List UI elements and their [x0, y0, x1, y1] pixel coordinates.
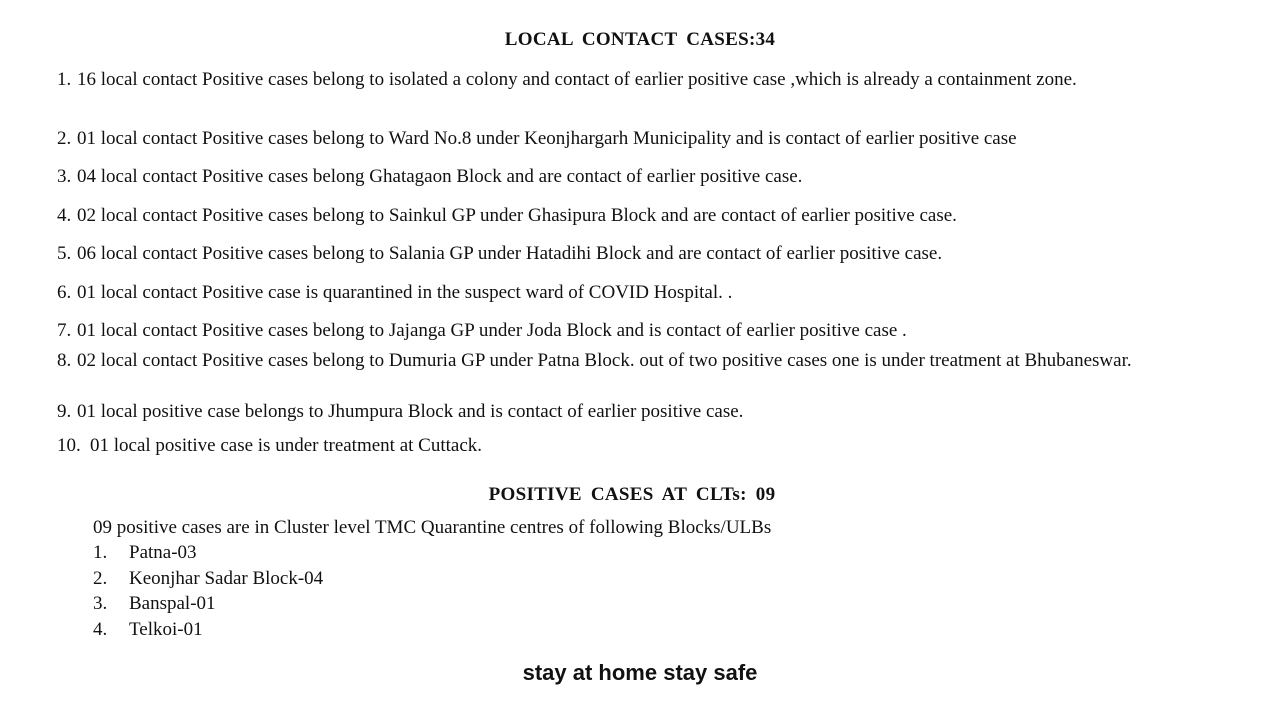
list-item-number: 7. [57, 320, 72, 341]
list-item-text: 06 local contact Positive cases belong to Salania GP under Hatadihi Block and are contact of earlier positive case. [77, 243, 943, 264]
list-item-text: Patna-03 [129, 542, 197, 563]
list-item-number: 2. [93, 568, 108, 589]
list-item-number: 5. [57, 243, 72, 264]
list-item [93, 566, 323, 591]
list-item-text: 01 local positive case is under treatment at Cuttack. [90, 435, 483, 456]
list-item-number: 6. [57, 282, 72, 303]
list-item-number: 3. [57, 166, 72, 187]
list-item-text: 01 local contact Positive case is quarantined in the suspect ward of COVID Hospital. . [77, 282, 733, 303]
list-item-text: 01 local contact Positive cases belong to Jajanga GP under Joda Block and is contact of earlier positive case . [77, 320, 907, 341]
list-item-text: 01 local contact Positive cases belong to Ward No.8 under Keonjhargarh Municipality and is contact of earlier positive case [77, 128, 1017, 149]
footer-slogan: stay at home stay safe [522, 660, 758, 685]
list-item-number: 8. [57, 350, 72, 371]
list-item-text: 02 local contact Positive cases belong to Dumuria GP under Patna Block. out of two positive cases one is under treatment at Bhubaneswar. [77, 350, 1132, 371]
list-item [57, 241, 1237, 266]
list-item [93, 540, 197, 565]
list-item-number: 3. [93, 593, 108, 614]
list-item-number: 10. [57, 435, 81, 456]
list-item [93, 591, 216, 616]
list-item-number: 9. [57, 401, 72, 422]
list-item-number: 1. [57, 69, 72, 90]
local-contact-heading: LOCAL CONTACT CASES:34 [504, 29, 776, 50]
list-item [57, 433, 1237, 458]
list-item [57, 164, 1237, 189]
list-item-number: 4. [57, 205, 72, 226]
list-item-text: Keonjhar Sadar Block-04 [129, 568, 324, 589]
clt-cases-heading: POSITIVE CASES AT CLTs: 09 [488, 484, 776, 505]
list-item-number: 2. [57, 128, 72, 149]
list-item [57, 67, 1237, 92]
list-item [57, 318, 1237, 343]
list-item [57, 280, 1237, 305]
list-item-text: Banspal-01 [129, 593, 216, 614]
list-item-number: 1. [93, 542, 108, 563]
list-item-text: 16 local contact Positive cases belong to isolated a colony and contact of earlier positive case ,which is already a containment zone. [77, 69, 1077, 90]
list-item [57, 203, 1237, 228]
list-item [57, 126, 1237, 151]
list-item-text: 04 local contact Positive cases belong Ghatagaon Block and are contact of earlier positive case. [77, 166, 803, 187]
list-item-text: 01 local positive case belongs to Jhumpura Block and is contact of earlier positive case. [77, 401, 744, 422]
list-item-text: Telkoi-01 [129, 619, 203, 640]
clt-intro-text: 09 positive cases are in Cluster level TMC Quarantine centres of following Blocks/ULBs [93, 517, 772, 538]
list-item [57, 399, 1237, 424]
list-item [93, 617, 203, 642]
list-item-text: 02 local contact Positive cases belong to Sainkul GP under Ghasipura Block and are contact of earlier positive case. [77, 205, 957, 226]
list-item [57, 348, 1237, 373]
list-item-number: 4. [93, 619, 108, 640]
